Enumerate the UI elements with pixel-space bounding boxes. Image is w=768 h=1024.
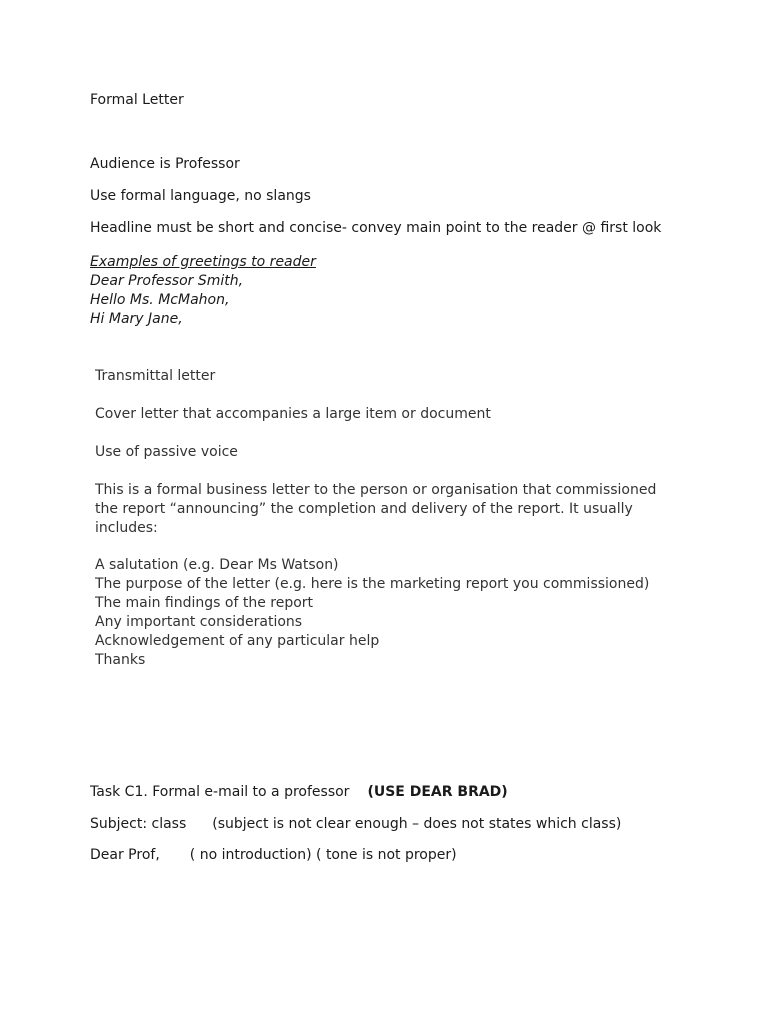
transmittal-passive: Use of passive voice: [95, 444, 238, 460]
includes-item: Acknowledgement of any particular help: [95, 633, 380, 649]
includes-item: A salutation (e.g. Dear Ms Watson): [95, 557, 339, 573]
subject-note: (subject is not clear enough – does not states which class): [212, 816, 622, 832]
note-language: Use formal language, no slangs: [90, 188, 311, 204]
task-label: Task C1. Formal e-mail to a professor: [90, 784, 350, 800]
greetings-heading: Examples of greetings to reader: [90, 254, 316, 270]
salutation-line: [90, 846, 457, 864]
note-audience: Audience is Professor: [90, 156, 240, 172]
greeting-item: Hello Ms. McMahon,: [90, 292, 230, 308]
transmittal-description-line: This is a formal business letter to the person or organisation that commissioned: [95, 482, 657, 498]
includes-item: Thanks: [95, 652, 146, 668]
salutation-label: Dear Prof,: [90, 847, 160, 863]
greeting-item: Dear Professor Smith,: [90, 273, 244, 289]
transmittal-title: Transmittal letter: [95, 368, 216, 384]
doc-title: Formal Letter: [90, 92, 184, 108]
greeting-item: Hi Mary Jane,: [90, 311, 183, 327]
transmittal-cover: Cover letter that accompanies a large item or document: [95, 406, 491, 422]
includes-item: The purpose of the letter (e.g. here is the marketing report you commissioned): [95, 576, 650, 592]
subject-label: Subject: class: [90, 816, 187, 832]
transmittal-description-line: the report “announcing” the completion and delivery of the report. It usually: [95, 501, 633, 517]
task-line: [90, 783, 508, 801]
transmittal-description-line: includes:: [95, 520, 158, 536]
salutation-note: ( no introduction) ( tone is not proper): [189, 847, 457, 863]
task-note: (USE DEAR BRAD): [367, 784, 508, 800]
includes-item: Any important considerations: [95, 614, 303, 630]
includes-item: The main findings of the report: [95, 595, 314, 611]
note-headline: Headline must be short and concise- convey main point to the reader @ first look: [90, 220, 662, 236]
subject-line: [90, 815, 621, 833]
